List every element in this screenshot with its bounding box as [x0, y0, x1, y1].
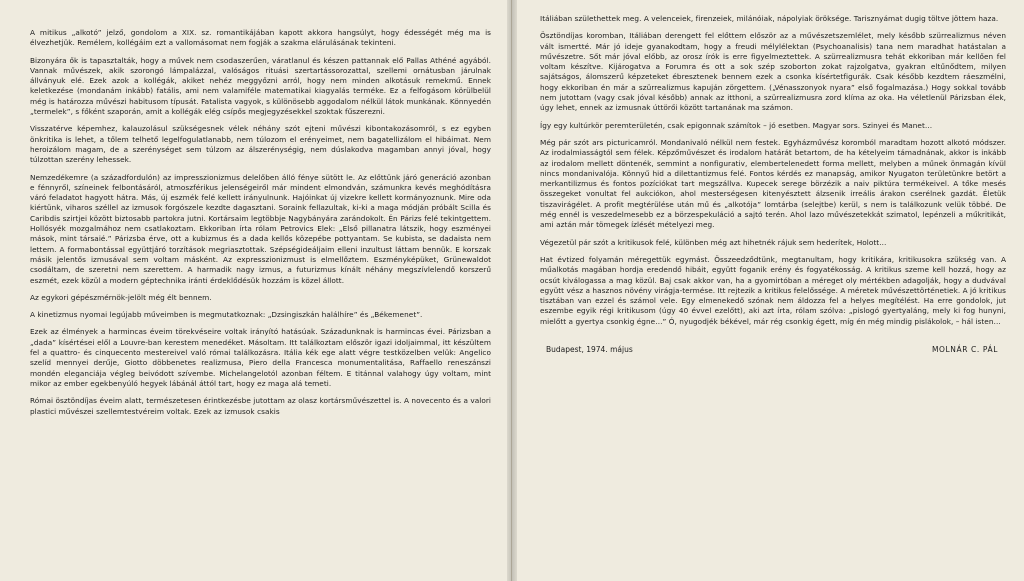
paragraph: Így egy kultúrkör peremterületén, csak epigonnak számítok – jó esetben. Magyar sors. Szinyei és Manet… [540, 120, 933, 130]
paragraph: Végezetül pár szót a kritikusok felé, különben még azt hihetnék rájuk sem hederítek, Holott… [540, 237, 887, 247]
paragraph: A mitikus „alkotó” jelző, gondolom a XIX. sz. romantikájában kapott akkora hangsúlyt, hogy édességét még ma is élvezhetjük. Remélem, kollégáim ezt a vallomásomat nem fogják a szakma elárulásának tekinteni. [30, 28, 491, 48]
paragraph: Még pár szót ars picturicamról. Mondanivaló nélkül nem festek. Egyházművész koromból maradtam hozott alkotó módszer. Az irodalmiasságtól sem félek. Képzőművészet és irodalom határát betartom, de ha kételyeim támadnának, akkor is inkább az irodalom mellett döntenék, semmint a nonfigurativ, elembertelenedett forma mellett, melyben a műnek önmagán kívül nincs mondanivalója. Könnyű hid a dilettantizmus felé. Fontos kérdés ez manapság, amikor Nyugaton területünkre betört a merkantilizmus és fontos pozíciókat tart megszállva. Kupecek serege börzézik a naiv piktúra termékeivel. A tőke mesés összegeket vonultat fel aukciókon, ahol mesterségesen kitenyésztett álzsenik irreális árakon cserélnek gazdát. Életük tiszavirágélet. A profit megtérülése után mű és „alkotója” lomtárba (selejtbe) kerül, s nem is találkozunk velük többé. De még ennél is veszedelmesebb ez a börzespekuláció a sajtó terén. Ahol lazo művészetekkát szimatol, lepénzeli a műkritikát, ami aztán már tömegek ízlését mételyezi meg. [540, 137, 1006, 230]
paragraph: Ezek az élmények a harmincas éveim törekvéseire voltak irányító hatásúak. Századunknak is harmincas évei. Párizsban a „dada” kísértései elől a Louvre-ban kerestem menedéket. Másoltam. Itt találkoztam először igazi idoljaimmal, itt készültem fel a quattro- és cinquecento mestereivel való római találkozásra. Itália kék ege alatt végre testközelben velük: Angelico szelíd mennyei derűje, Giotto döbbenetes realizmusa, Piero della Francesca monumentalitása, Raffaello reneszánszi mondén eleganciája végleg beivódott szívembe. Michelangelotól azonban féltem. E titánnal valahogy úgy voltam, mint mikor az ember egekbenyúló hegyek lábánál áttól tart, hogy ez maga alá temeti. [30, 327, 491, 388]
paragraph: Bizonyára ők is tapasztalták, hogy a művek nem csodaszerűen, váratlanul és készen pattannak elő Pallas Athéné agyából. Vannak művészek, akik szorongó lámpalázzal, valóságos rituási szertartássorozattal, szellemi ornátusban járulnak állványuk elé. Ezek azok a kollégák, akiket nehéz meggyőzni arról, hogy nem minden alkotásuk remekmű. Ennek keletkezése (mondanám inkább) fatális, ami nem valamiféle matematikai kiagyalás terméke. Ez a felfogásom körülbelül még is határozza művészi habitusom típusát. Fatalista vagyok, s különösebb aggodalom nélkül látok munkának. Könnyedén „termelek”, s főként szaporán, amit a kollégák elég csípős megjegyzésekkel szoktak fűszerezni. [30, 55, 491, 117]
page-gutter [507, 0, 517, 581]
place-date: Budapest, 1974. május [546, 345, 633, 355]
paragraph: Itáliában születhettek meg. A velenceiek, firenzeiek, milánóiak, nápolyiak öröksége. Tarisznyámat dugig töltve jöttem haza. [540, 14, 999, 23]
author-signature: MOLNÁR C. PÁL [931, 345, 998, 355]
paragraph: Római ösztöndíjas éveim alatt, természetesen érintkezésbe jutottam az olasz kortársművészettel is. A novecento és a valori plastici művészei szellemtestvéreim voltak. Ezek az izmusok csakis [30, 396, 491, 416]
right-page [512, 0, 1024, 581]
paragraph: Hat évtized folyamán méregettük egymást. Összeedződtünk, megtanultam, hogy kritikára, kritikusokra szükség van. A műalkotás magában hordja eredendő hibáit, együtt foganik erény és fogyatékosság. A kritikus szeme kell hozzá, hogy az ocsút kiválogassa a mag közül. Baj csak akkor van, ha a gyomirtóban a méreget oly mértékben adagolják, hogy a dudvával együtt vész a hasznos növény virágja-termése. Itt rejtezik a kritikus felelőssége. A méretek művészettörténetiek. A jó kritikus tisztában van ezzel és számol vele. Egy elmenekedő szónak nem áldozza fel a helyes megítélést. Ha erre gondolok, jut eszembe egyik régi kritikusom (úgy 40 évvel ezelőtt), aki azt írta, rólam szólva: „pislogó gyertyaláng, mely ki fog hunyni, mielőtt a gyertya csonkig égne…” Ó, nyugodjék békével, már rég csonkig égett, míg én még mindig pislákolok, – hál isten… [540, 254, 1006, 326]
closing-block [540, 345, 1006, 354]
paragraph: A kinetizmus nyomai legújabb műveimben is megmutatkoznak: „Dzsingiszkán halálhíre” és „Békemenet”. [30, 310, 423, 320]
paragraph: Nemzedékemre (a századfordulón) az impresszionizmus delelőben álló fénye sütött le. Az előttünk járó generáció azonban e fénnyről, színeinek felbontásáról, atmoszférikus jelenségeiről már mindent elmondván, számunkra kevés meghódításra váró feladatot hagyott hátra. Más, új eszmék felé kellett irányulnunk. Hajóinkat új vizekre kellett kormányoznunk. Mire oda kiértünk, viharos széllel az izmusok forgószele kezdte dagasztani. Soraink fellazultak, ki-ki a maga módján próbált Scilla és Caribdis szirtjei között biztosabb partokra jutni. Kortársaim legtöbbje Nagybányára zarándokolt. Én Párizs felé tekintgettem. Hollósyék mozgalmához nem csatlakoztam. Ekkoriban írta rólam Petrovics Elek: „Első pillanatra látszik, hogy eszményei mások, mint társaié.” Párizsba érve, ott a kubizmus és a dada kellős közepébe pottyantam. Se kubista, se dadaista nem lettem. A formabontással együttjáró torzítások megriasztottak. Szépségideáljaim elleni inzultust láttam bennük. E korszak másik jelentős izmusával sem voltam másként. Az expresszionizmust is elmellőztem. Eszményképüket, Grünewaldot csodáltam, de szeretni nem szerettem. A harmadik nagy izmus, a futurizmus kínált néhány megszívlelendő korszerű eszmét, ezek közül a modern géptechnika iránti érdeklődésük hozzám is közel állott. [30, 172, 491, 285]
paragraph: Visszatérve képemhez, kalauzolásul szükségesnek vélek néhány szót ejteni művészi kibontakozásomról, s ez egyben önkritika is lehet, a tőlem telhető legelfogulatlanabb, nem túlozom el erényeimet, nem bagatellizálom el hibáimat. Nem heroizálom magam, de a szerénységet sem túlzom az álszerénységig, nem dúslakodva magamban annyi jóval, hogy túlzottan szerény lehessek. [30, 124, 491, 165]
paragraph: Az egykori gépészmérnök-jelölt még élt bennem. [30, 292, 212, 302]
paragraph: Ösztöndíjas koromban, Itáliában derengett fel előttem először az a művészetszemlélet, mely később szürrealizmus néven vált ismertté. Már jó ideje gyanakodtam, hogy a freudi mélylélektan (Psychoanalisis) tana nem maradhat hatástalan a művészetre. Sőt már jóval előbb, az orosz írók is erre figyelmeztettek. A szürrealizmusra tehát ekkoriban már kellően fel voltam készítve. Kijárogatva a Forumra és ott a sok szép szoborton zokat rajzolgatva, gyakran eltűnődtem, milyen sajátságos, álomszerű képzeteket ébresztenek bennem ezek a csonka kísértetfigurák. Csak később kezdtem ráeszmélni, hogy ekkoriban én már a szürrealizmus kapuján zörgettem. („Vénasszonyok nyara” első fogalmazása.) Hogy sokkal tovább nem jutottam (vagy csak jóval később) annak az itthoni, a szürrealizmusra zord klíma az oka. Ha véletlenül Párizsban élek, úgy lehet, ennek az izmusnak úttörői között tartanának ma számon. [540, 31, 1006, 113]
